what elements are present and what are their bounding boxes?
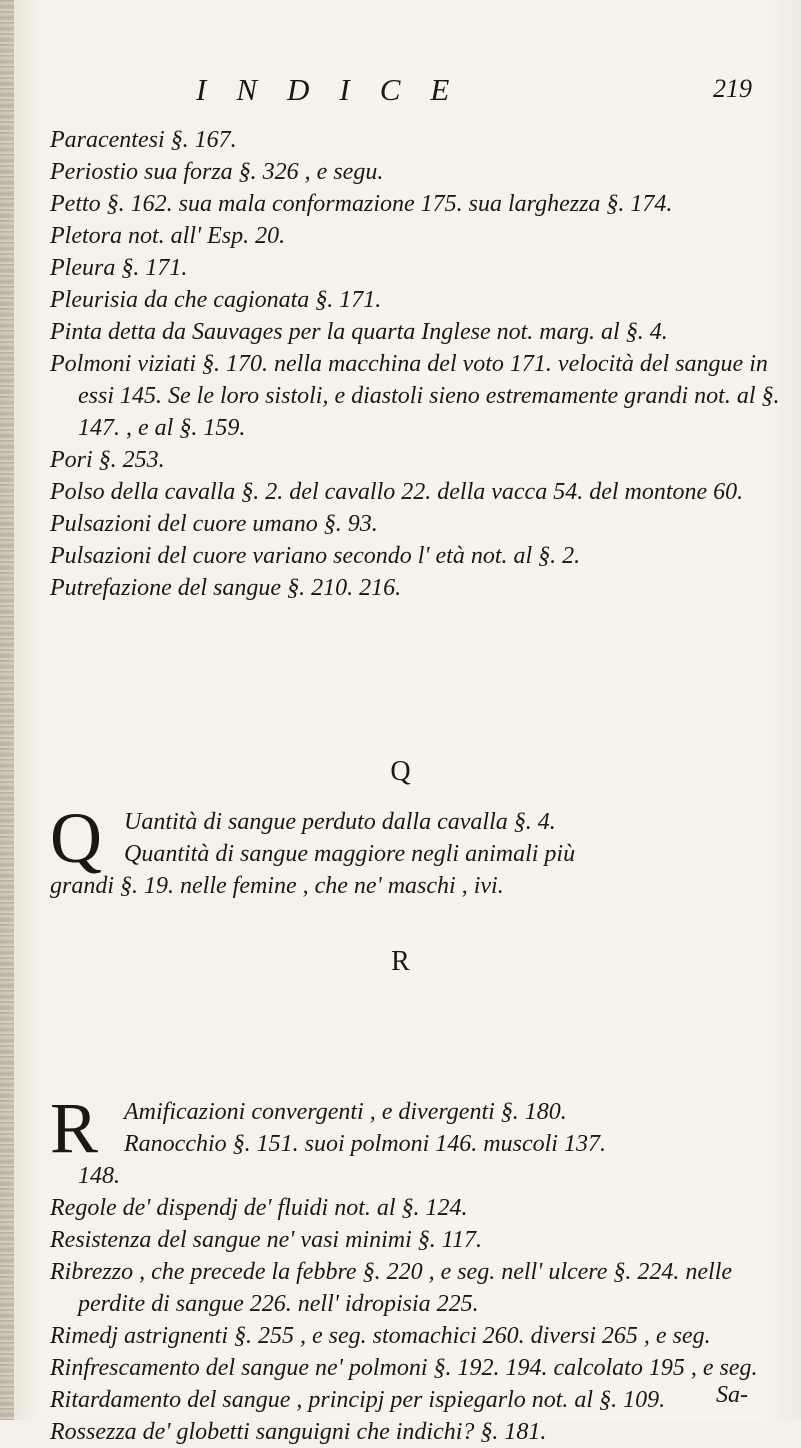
dropcap-r: R: [50, 1088, 99, 1168]
index-entry: Pori §. 253.: [50, 447, 165, 473]
index-entry: Pleura §. 171.: [50, 255, 188, 281]
dropcap-q: Q: [50, 798, 102, 878]
page-number: 219: [713, 74, 752, 103]
index-entry-line: grandi §. 19. nelle femine , che ne' maschi , ivi.: [50, 873, 504, 899]
index-entry: Regole de' dispendj de' fluidi not. al §. 124.: [50, 1195, 468, 1221]
index-entry: Pletora not. all' Esp. 20.: [50, 223, 286, 249]
index-entry: Pinta detta da Sauvages per la quarta Inglese not. marg. al §. 4.: [50, 319, 668, 345]
letter-heading-r: R: [391, 946, 410, 977]
index-entry-line: 148.: [78, 1163, 120, 1189]
page-header: [0, 72, 801, 112]
index-entry: Periostio sua forza §. 326 , e segu.: [50, 159, 384, 185]
index-entry: Pulsazioni del cuore umano §. 93.: [50, 511, 378, 537]
running-title: INDICE: [196, 72, 480, 107]
index-entry: Ritardamento del sangue , principj per ispiegarlo not. al §. 109.: [50, 1387, 666, 1413]
index-entry: Rinfrescamento del sangue ne' polmoni §. 192. 194. calcolato 195 , e seg.: [50, 1355, 758, 1381]
index-entry: Pulsazioni del cuore variano secondo l' età not. al §. 2.: [50, 543, 581, 569]
index-entry: Petto §. 162. sua mala conformazione 175. sua larghezza §. 174.: [50, 191, 673, 217]
index-entry: Paracentesi §. 167.: [50, 127, 237, 153]
index-entry-line: Ranocchio §. 151. suoi polmoni 146. muscoli 137.: [124, 1131, 606, 1157]
index-entry: Rossezza de' globetti sanguigni che indichi? §. 181.: [50, 1419, 547, 1445]
binding-gutter: [0, 0, 14, 1420]
section-p: [50, 124, 786, 604]
section-q: [50, 798, 780, 902]
index-entry: Putrefazione del sangue §. 210. 216.: [50, 575, 402, 601]
index-entry: Ribrezzo , che precede la febbre §. 220 , e seg. nell' ulcere §. 224. nelle perdite di sangue 226. nell' idropisia 225.: [50, 1259, 739, 1317]
index-entry-line: Quantità di sangue maggiore negli animali più: [124, 841, 576, 867]
catchword: Sa-: [716, 1382, 748, 1408]
section-r: [50, 1088, 780, 1448]
index-entry: Rimedj astrignenti §. 255 , e seg. stomachici 260. diversi 265 , e seg.: [50, 1323, 711, 1349]
index-entry-line: Amificazioni convergenti , e divergenti §. 180.: [124, 1099, 567, 1125]
index-entry-line: Uantità di sangue perduto dalla cavalla §. 4.: [124, 809, 556, 835]
letter-heading-q: Q: [390, 756, 411, 787]
index-entry: Pleurisia da che cagionata §. 171.: [50, 287, 382, 313]
index-entry: Resistenza del sangue ne' vasi minimi §. 117.: [50, 1227, 482, 1253]
index-entry: Polmoni viziati §. 170. nella macchina del voto 171. velocità del sangue in essi 145. Se le loro sistoli, e diastoli sieno estremamente grandi not. al §. 147. , e al §. 159.: [50, 351, 786, 441]
index-entry: Polso della cavalla §. 2. del cavallo 22. della vacca 54. del montone 60.: [50, 479, 744, 505]
